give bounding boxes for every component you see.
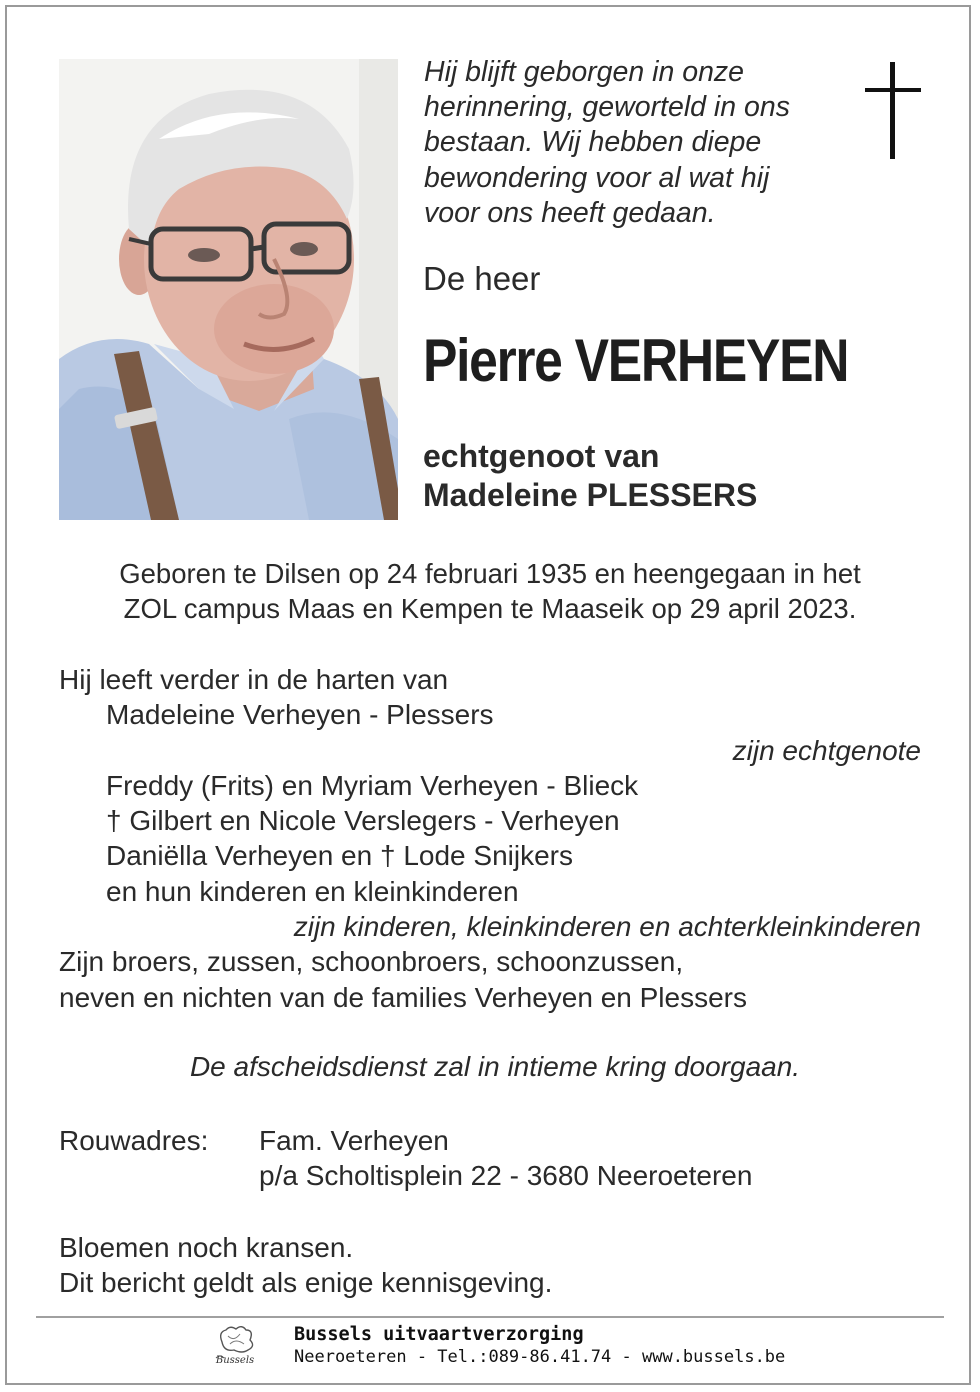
survivor-child: † Gilbert en Nicole Verslegers - Verheyen <box>106 805 620 837</box>
survivors-intro: Hij leeft verder in de harten van <box>59 664 449 695</box>
svg-text:Bussels: Bussels <box>215 1355 255 1366</box>
survivor-spouse: Madeleine Verheyen - Plessers <box>106 699 494 731</box>
survivor-family: neven en nichten van de families Verheyen en Plessers <box>59 981 747 1013</box>
survivor-family: Zijn broers, zussen, schoonbroers, schoonzussen, <box>59 946 684 978</box>
address-label: Rouwadres: <box>59 1125 209 1156</box>
survivors-list <box>59 662 921 1015</box>
address-line: Fam. Verheyen <box>259 1125 449 1156</box>
survivor-child: Daniëlla Verheyen en † Lode Snijkers <box>106 840 573 872</box>
memorial-quote <box>424 55 854 231</box>
spouse-block <box>423 437 757 515</box>
address-value <box>259 1123 752 1193</box>
survivor-child: Freddy (Frits) en Myriam Verheyen - Blieck <box>106 769 639 801</box>
spouse-name: Madeleine PLESSERS <box>423 477 758 513</box>
quote-line: bestaan. Wij hebben diepe <box>424 126 762 159</box>
bussels-logo-icon <box>212 1324 258 1366</box>
relation-label: zijn echtgenote <box>732 734 921 766</box>
quote-line: Hij blijft geborgen in onze <box>424 56 745 88</box>
company-contact: Neeroeteren - Tel.:089-86.41.74 - www.bussels.be <box>294 1347 786 1367</box>
address-line: p/a Scholtisplein 22 - 3680 Neeroeteren <box>259 1160 753 1191</box>
quote-line: voor ons heeft gedaan. <box>424 196 716 229</box>
service-notice: De afscheidsdienst zal in intieme kring doorgaan. <box>189 1051 801 1082</box>
birth-death-text <box>0 556 980 626</box>
relation-label: zijn kinderen, kleinkinderen en achterkleinkinderen <box>293 911 921 943</box>
salutation: De heer <box>423 260 541 297</box>
company-name: Bussels uitvaartverzorging <box>294 1324 584 1345</box>
born-line: Geboren te Dilsen op 24 februari 1935 en heengegaan in het <box>119 558 861 589</box>
born-line: ZOL campus Maas en Kempen te Maaseik op 29 april 2023. <box>123 593 857 624</box>
closing-line: Dit bericht geldt als enige kennisgeving. <box>59 1267 553 1298</box>
deceased-name: Pierre VERHEYEN <box>423 327 849 394</box>
footer-divider <box>36 1316 944 1318</box>
quote-line: bewondering voor al wat hij <box>424 161 770 194</box>
spouse-line: echtgenoot van <box>423 438 660 474</box>
cross-icon <box>865 62 921 165</box>
quote-line: herinnering, geworteld in ons <box>424 91 790 124</box>
portrait-photo <box>59 59 398 520</box>
survivor-child: en hun kinderen en kleinkinderen <box>106 875 519 907</box>
closing-text <box>59 1230 552 1300</box>
closing-line: Bloemen noch kransen. <box>59 1232 354 1263</box>
